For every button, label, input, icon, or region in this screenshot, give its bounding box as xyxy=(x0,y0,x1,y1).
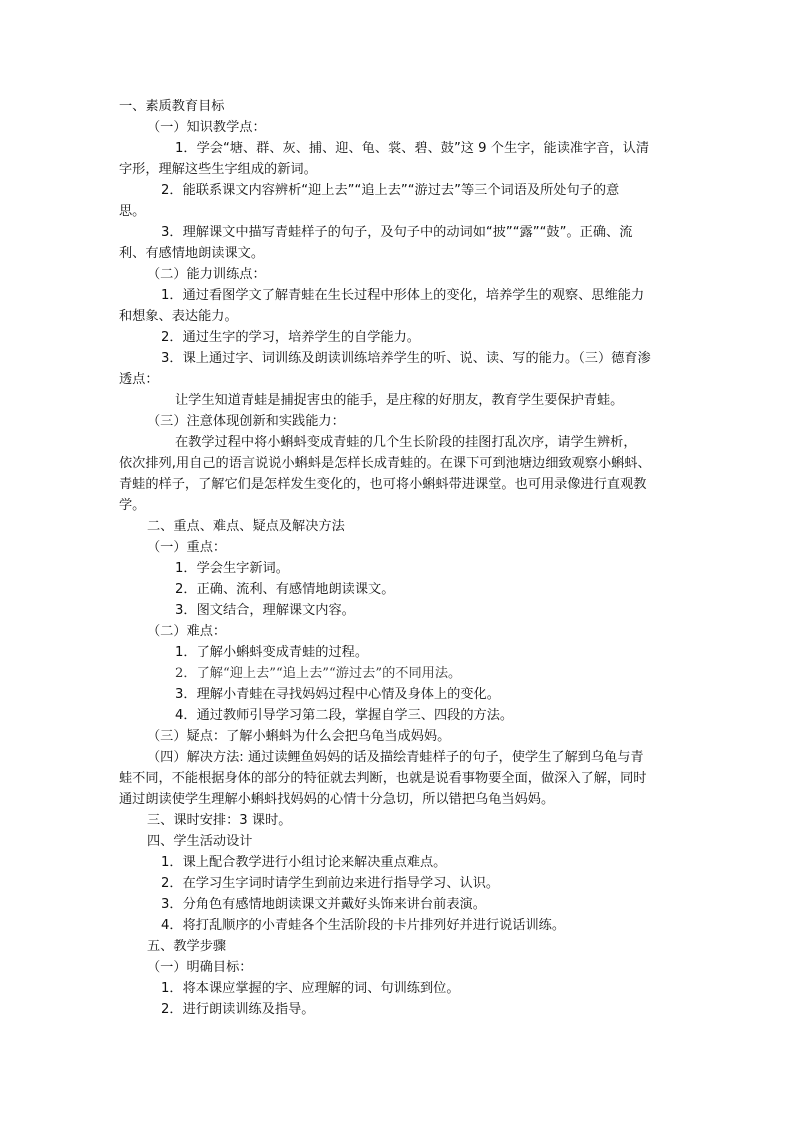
subsection-heading-difficulty: （二）难点： xyxy=(147,624,227,639)
ability-item-1-line-2: 和想象、表达能力。 xyxy=(119,309,238,324)
objective-item-2: 2．进行朗读训练及指导。 xyxy=(161,1002,315,1017)
ability-item-2: 2．通过生字的学习，培养学生的自学能力。 xyxy=(161,330,420,345)
focus-item-2: 2．正确、流利、有感情地朗读课文。 xyxy=(175,582,395,597)
knowledge-item-2-line-2: 思。 xyxy=(119,204,146,219)
ability-item-3-line-1: 3．课上通过字、词训练及朗读训练培养学生的听、说、读、写的能力。（三）德育渗 xyxy=(161,351,651,366)
activity-item-4: 4．将打乱顺序的小青蛙各个生活阶段的卡片排列好并进行说话训练。 xyxy=(161,918,566,933)
section-heading-goals: 一、素质教育目标 xyxy=(119,99,225,114)
objective-item-1: 1．将本课应掌握的字、应理解的词、句训练到位。 xyxy=(161,981,460,996)
section-heading-key-points: 二、重点、难点、疑点及解决方法 xyxy=(147,519,345,534)
subsection-heading-focus: （一）重点： xyxy=(147,540,227,555)
ability-item-1-line-1: 1．通过看图学文了解青蛙在生长过程中形体上的变化，培养学生的观察、思维能力 xyxy=(161,288,645,303)
moral-education-text: 让学生知道青蛙是捕捉害虫的能手，是庄稼的好朋友，教育学生要保护青蛙。 xyxy=(175,393,624,408)
section-heading-steps: 五、教学步骤 xyxy=(147,939,227,954)
difficulty-item-2: 2．了解“迎上去”“追上去”“游过去”的不同用法。 xyxy=(175,666,462,681)
difficulty-item-3: 3．理解小青蛙在寻找妈妈过程中心情及身体上的变化。 xyxy=(175,687,500,702)
knowledge-item-2-line-1: 2．能联系课文内容辨析“迎上去”“追上去”“游过去”等三个词语及所处句子的意 xyxy=(161,183,620,198)
knowledge-item-3-line-1: 3．理解课文中描写青蛙样子的句子，及句子中的动词如“披”“露”“鼓”。正确、流 xyxy=(161,225,633,240)
subsection-solution-line-1: （四）解决方法: 通过读鲤鱼妈妈的话及描绘青蛙样子的句子，使学生了解到乌龟与青 xyxy=(147,750,644,765)
section-heading-activities: 四、学生活动设计 xyxy=(147,834,253,849)
difficulty-item-4: 4．通过教师引导学习第二段，掌握自学三、四段的方法。 xyxy=(175,708,514,723)
solution-line-2: 蛙不同，不能根据身体的部分的特征就去判断，也就是说看事物要全面，做深入了解，同时 xyxy=(119,771,647,786)
ability-item-3-line-2: 透点： xyxy=(119,372,159,387)
solution-line-3: 通过朗读使学生理解小蝌蚪找妈妈的心情十分急切，所以错把乌龟当妈妈。 xyxy=(119,792,555,807)
activity-item-2: 2．在学习生字词时请学生到前边来进行指导学习、认识。 xyxy=(161,876,500,891)
focus-item-1: 1．学会生字新词。 xyxy=(175,561,289,576)
focus-item-3: 3．图文结合，理解课文内容。 xyxy=(175,603,355,618)
subsection-heading-innovation: （三）注意体现创新和实践能力： xyxy=(147,414,345,429)
activity-item-3: 3．分角色有感情地朗读课文并戴好头饰来讲台前表演。 xyxy=(161,897,486,912)
innovation-line-2: 依次排列,用自己的语言说说小蝌蚪是怎样长成青蛙的。在课下可到池塘边细致观察小蝌蚪、 xyxy=(119,456,651,471)
difficulty-item-1: 1．了解小蝌蚪变成青蛙的过程。 xyxy=(175,645,369,660)
subsection-heading-ability: （二）能力训练点： xyxy=(147,267,266,282)
knowledge-item-3-line-2: 利、有感情地朗读课文。 xyxy=(119,246,265,261)
activity-item-1: 1．课上配合教学进行小组讨论来解决重点难点。 xyxy=(161,855,447,870)
innovation-line-1: 在教学过程中将小蝌蚪变成青蛙的几个生长阶段的挂图打乱次序，请学生辨析， xyxy=(175,435,637,450)
knowledge-item-1-line-2: 字形，理解这些生字组成的新词。 xyxy=(119,162,317,177)
knowledge-item-1-line-1: 1．学会“塘、群、灰、捕、迎、龟、裳、碧、鼓”这 9 个生字，能读准字音，认清 xyxy=(175,141,650,156)
subsection-heading-knowledge: （一）知识教学点： xyxy=(147,120,266,135)
section-heading-schedule: 三、课时安排：3 课时。 xyxy=(147,813,292,828)
subsection-heading-objectives: （一）明确目标： xyxy=(147,960,253,975)
innovation-line-4: 学。 xyxy=(119,498,146,513)
subsection-doubt: （三）疑点：了解小蝌蚪为什么会把乌龟当成妈妈。 xyxy=(147,729,451,744)
innovation-line-3: 青蛙的样子，了解它们是怎样发生变化的，也可将小蝌蚪带进课堂。也可用录像进行直观教 xyxy=(119,477,647,492)
